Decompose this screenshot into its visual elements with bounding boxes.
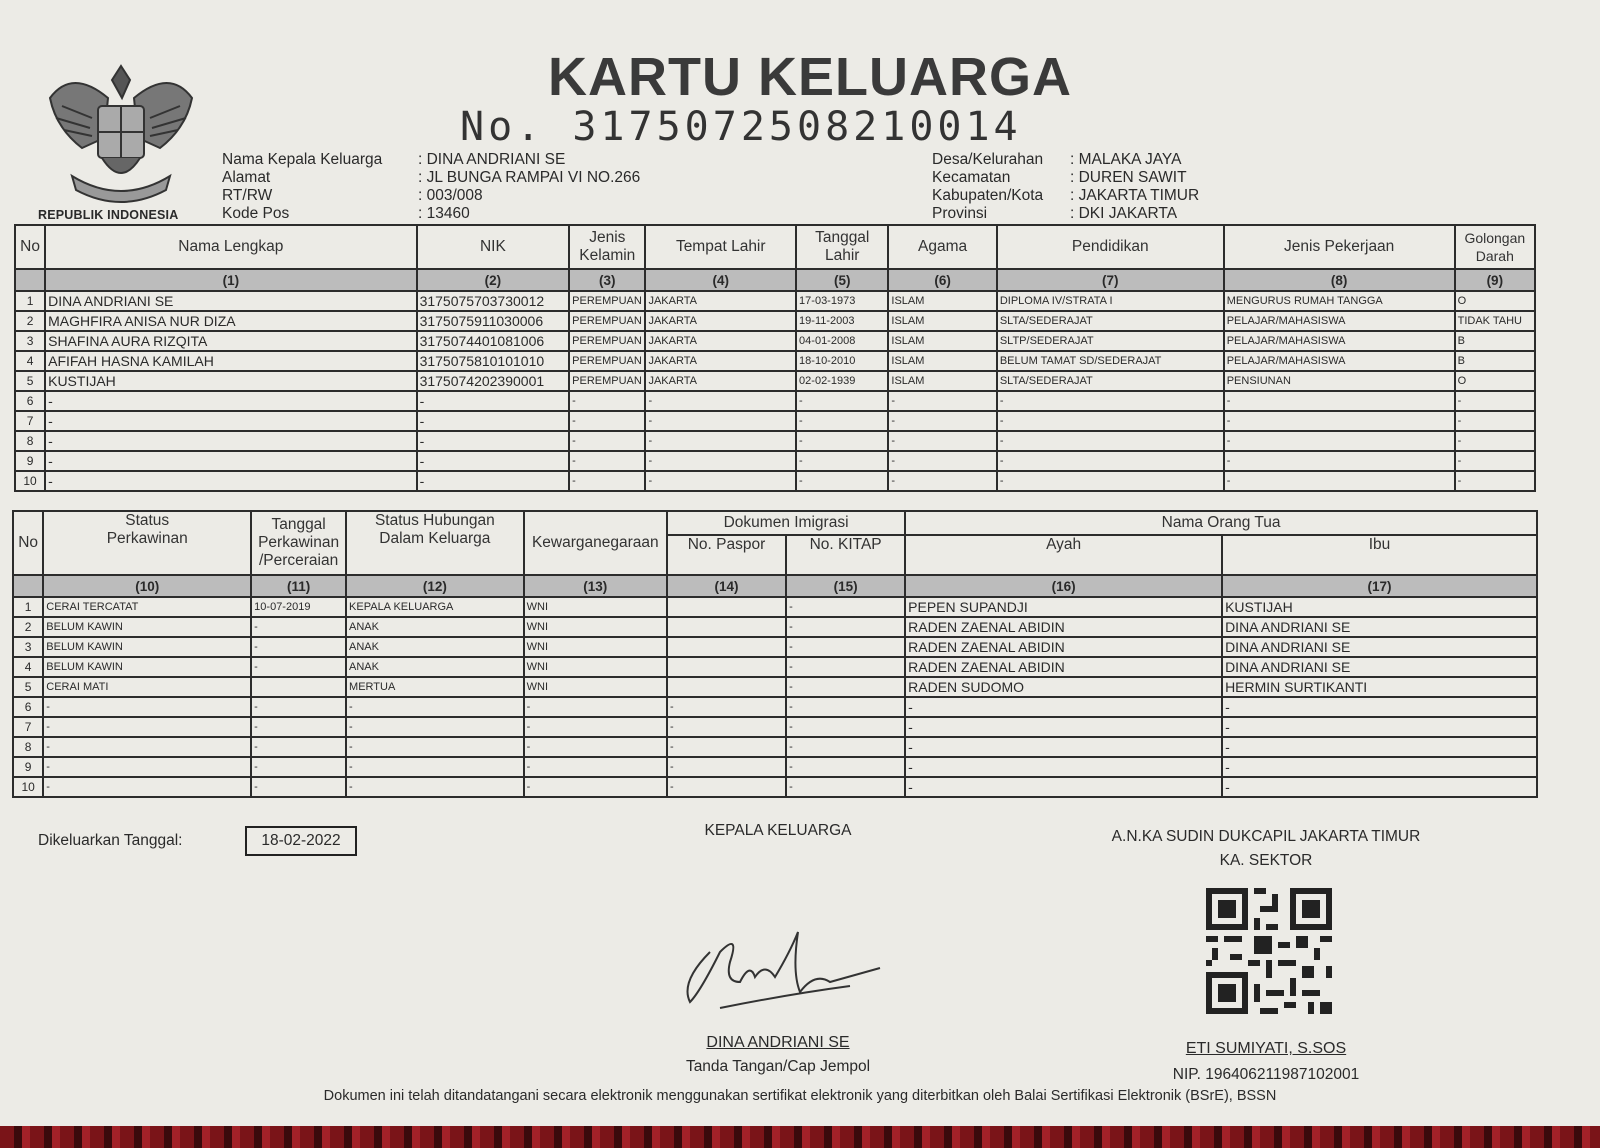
cell-ibu: - bbox=[1222, 697, 1537, 717]
background-fabric bbox=[0, 1126, 1600, 1148]
member-row bbox=[15, 371, 1535, 391]
cell-tgl: - bbox=[251, 757, 346, 777]
cell-pendidikan: - bbox=[997, 451, 1224, 471]
cell-ayah: - bbox=[905, 737, 1222, 757]
official-nip: NIP. 196406211987102001 bbox=[1172, 1066, 1360, 1083]
cell-tempat: JAKARTA bbox=[645, 371, 796, 391]
cell-no: 10 bbox=[15, 471, 45, 491]
cell-nik: 3175075810101010 bbox=[417, 351, 570, 371]
qr-code-icon bbox=[1206, 888, 1332, 1014]
cell-warga: WNI bbox=[524, 637, 667, 657]
cell-no: 9 bbox=[15, 451, 45, 471]
info-row-city: Kabupaten/Kota : JAKARTA TIMUR bbox=[932, 187, 1200, 204]
col-no: No bbox=[15, 225, 45, 269]
cell-no: 8 bbox=[13, 737, 43, 757]
cell-no: 10 bbox=[13, 777, 43, 797]
cell-no: 4 bbox=[15, 351, 45, 371]
cell-hub: MERTUA bbox=[346, 677, 524, 697]
cell-status: - bbox=[43, 757, 251, 777]
cell-nama: - bbox=[45, 411, 416, 431]
cell-status: BELUM KAWIN bbox=[43, 617, 251, 637]
cell-paspor bbox=[667, 677, 786, 697]
cell-agama: ISLAM bbox=[888, 331, 996, 351]
cell-tgl: 02-02-1939 bbox=[796, 371, 888, 391]
cell-status: - bbox=[43, 717, 251, 737]
cell-no: 8 bbox=[15, 431, 45, 451]
cell-kitap: - bbox=[786, 597, 905, 617]
cell-tgl bbox=[251, 677, 346, 697]
cell-ibu: - bbox=[1222, 737, 1537, 757]
cell-tgl: - bbox=[796, 411, 888, 431]
info-row-address: Alamat : JL BUNGA RAMPAI VI NO.266 bbox=[222, 169, 641, 186]
signature-icon bbox=[680, 922, 890, 1022]
cell-kitap: - bbox=[786, 777, 905, 797]
cell-tgl: - bbox=[251, 737, 346, 757]
cell-hub: ANAK bbox=[346, 657, 524, 677]
cell-hub: ANAK bbox=[346, 617, 524, 637]
cell-tempat: - bbox=[645, 391, 796, 411]
info-row-province: Provinsi : DKI JAKARTA bbox=[932, 205, 1178, 222]
members-body bbox=[15, 291, 1535, 491]
cell-jk: - bbox=[569, 431, 645, 451]
document-title: KARTU KELUARGA bbox=[548, 47, 1072, 107]
info-row-head: Nama Kepala Keluarga : DINA ANDRIANI SE bbox=[222, 151, 566, 168]
cell-ibu: DINA ANDRIANI SE bbox=[1222, 637, 1537, 657]
members-header-row bbox=[15, 225, 1535, 269]
status-row bbox=[13, 697, 1537, 717]
cell-jk: - bbox=[569, 411, 645, 431]
official-name: ETI SUMIYATI, S.SOS bbox=[1185, 1040, 1347, 1057]
col-kewarganegaraan: Kewarganegaraan bbox=[524, 511, 667, 575]
cell-ibu: HERMIN SURTIKANTI bbox=[1222, 677, 1537, 697]
cell-pendidikan: - bbox=[997, 431, 1224, 451]
cell-nik: - bbox=[417, 471, 570, 491]
cell-gol: B bbox=[1455, 351, 1535, 371]
members-table bbox=[14, 224, 1536, 492]
cell-tgl: 10-07-2019 bbox=[251, 597, 346, 617]
household-info-right bbox=[932, 151, 1199, 223]
cell-ayah: RADEN ZAENAL ABIDIN bbox=[905, 637, 1222, 657]
cell-jk: PEREMPUAN bbox=[569, 371, 645, 391]
cell-jk: PEREMPUAN bbox=[569, 311, 645, 331]
col-pekerjaan: Jenis Pekerjaan bbox=[1224, 225, 1455, 269]
issued-label: Dikeluarkan Tanggal: bbox=[38, 832, 183, 849]
cell-no: 6 bbox=[15, 391, 45, 411]
cell-ibu: KUSTIJAH bbox=[1222, 597, 1537, 617]
cell-tgl: 19-11-2003 bbox=[796, 311, 888, 331]
cell-tempat: - bbox=[645, 451, 796, 471]
cell-pekerjaan: PENSIUNAN bbox=[1224, 371, 1455, 391]
col-ayah: Ayah bbox=[905, 535, 1222, 575]
member-row bbox=[15, 391, 1535, 411]
status-row bbox=[13, 777, 1537, 797]
col-nik: NIK bbox=[417, 225, 570, 269]
cell-nik: - bbox=[417, 451, 570, 471]
col-nama: Nama Lengkap bbox=[45, 225, 416, 269]
cell-kitap: - bbox=[786, 757, 905, 777]
cell-gol: O bbox=[1455, 371, 1535, 391]
footer-note: Dokumen ini telah ditandatangani secara elektronik menggunakan sertifikat elektronik yang diterbitkan oleh Balai Sertifikasi Elektronik (BSrE), BSSN bbox=[323, 1088, 1277, 1104]
cell-gol: - bbox=[1455, 471, 1535, 491]
member-row bbox=[15, 471, 1535, 491]
cell-pekerjaan: MENGURUS RUMAH TANGGA bbox=[1224, 291, 1455, 311]
col-status-perkawinan: Status Perkawinan bbox=[43, 511, 251, 575]
cell-tempat: JAKARTA bbox=[645, 291, 796, 311]
cell-gol: - bbox=[1455, 391, 1535, 411]
cell-agama: - bbox=[888, 411, 996, 431]
cell-hub: - bbox=[346, 717, 524, 737]
members-number-row: (1) (2) (3) (4) (5) (6) (7) (8) (9) bbox=[15, 269, 1535, 291]
cell-paspor: - bbox=[667, 737, 786, 757]
cell-pendidikan: BELUM TAMAT SD/SEDERAJAT bbox=[997, 351, 1224, 371]
cell-gol: - bbox=[1455, 431, 1535, 451]
cell-nama: - bbox=[45, 391, 416, 411]
cell-tgl: - bbox=[251, 697, 346, 717]
cell-tgl: - bbox=[796, 451, 888, 471]
cell-kitap: - bbox=[786, 737, 905, 757]
cell-tgl: - bbox=[796, 471, 888, 491]
cell-tgl: - bbox=[251, 617, 346, 637]
col-kitap: No. KITAP bbox=[786, 535, 905, 575]
cell-nama: - bbox=[45, 451, 416, 471]
cell-warga: - bbox=[524, 777, 667, 797]
col-ibu: Ibu bbox=[1222, 535, 1537, 575]
cell-jk: - bbox=[569, 471, 645, 491]
cell-tempat: - bbox=[645, 411, 796, 431]
cell-kitap: - bbox=[786, 717, 905, 737]
cell-paspor bbox=[667, 637, 786, 657]
cell-no: 1 bbox=[15, 291, 45, 311]
cell-pekerjaan: - bbox=[1224, 451, 1455, 471]
cell-kitap: - bbox=[786, 677, 905, 697]
cell-pekerjaan: - bbox=[1224, 431, 1455, 451]
cell-status: - bbox=[43, 737, 251, 757]
status-row bbox=[13, 717, 1537, 737]
cell-nama: - bbox=[45, 431, 416, 451]
cell-agama: - bbox=[888, 391, 996, 411]
status-row bbox=[13, 677, 1537, 697]
cell-status: BELUM KAWIN bbox=[43, 637, 251, 657]
cell-pendidikan: SLTA/SEDERAJAT bbox=[997, 311, 1224, 331]
status-row bbox=[13, 597, 1537, 617]
col-tanggal-perkawinan: Tanggal Perkawinan /Perceraian bbox=[251, 511, 346, 575]
cell-agama: ISLAM bbox=[888, 311, 996, 331]
cell-tempat: JAKARTA bbox=[645, 331, 796, 351]
cell-pekerjaan: - bbox=[1224, 391, 1455, 411]
info-row-rtrw: RT/RW : 003/008 bbox=[222, 187, 483, 204]
cell-gol: B bbox=[1455, 331, 1535, 351]
cell-jk: - bbox=[569, 391, 645, 411]
cell-status: CERAI TERCATAT bbox=[43, 597, 251, 617]
cell-jk: PEREMPUAN bbox=[569, 331, 645, 351]
status-header-row-1 bbox=[13, 511, 1537, 535]
cell-status: CERAI MATI bbox=[43, 677, 251, 697]
cell-hub: - bbox=[346, 697, 524, 717]
cell-nama: MAGHFIRA ANISA NUR DIZA bbox=[45, 311, 416, 331]
cell-no: 3 bbox=[15, 331, 45, 351]
cell-ayah: - bbox=[905, 777, 1222, 797]
cell-nik: - bbox=[417, 391, 570, 411]
cell-tgl: - bbox=[796, 391, 888, 411]
cell-nik: 3175074202390001 bbox=[417, 371, 570, 391]
cell-tempat: JAKARTA bbox=[645, 351, 796, 371]
info-row-postcode: Kode Pos : 13460 bbox=[222, 205, 470, 222]
cell-kitap: - bbox=[786, 697, 905, 717]
info-row-village: Desa/Kelurahan : MALAKA JAYA bbox=[932, 151, 1182, 168]
member-row bbox=[15, 431, 1535, 451]
cell-tgl: 18-10-2010 bbox=[796, 351, 888, 371]
cell-warga: WNI bbox=[524, 657, 667, 677]
cell-status: BELUM KAWIN bbox=[43, 657, 251, 677]
cell-pendidikan: SLTA/SEDERAJAT bbox=[997, 371, 1224, 391]
cell-ayah: RADEN SUDOMO bbox=[905, 677, 1222, 697]
cell-agama: - bbox=[888, 451, 996, 471]
head-sign-title: KEPALA KELUARGA bbox=[704, 822, 852, 839]
cell-gol: TIDAK TAHU bbox=[1455, 311, 1535, 331]
cell-kitap: - bbox=[786, 657, 905, 677]
issued-date: 18-02-2022 bbox=[245, 826, 357, 856]
family-card-number: No. 3175072508210014 bbox=[460, 104, 1022, 150]
cell-pendidikan: - bbox=[997, 471, 1224, 491]
cell-no: 4 bbox=[13, 657, 43, 677]
status-row bbox=[13, 617, 1537, 637]
cell-paspor: - bbox=[667, 777, 786, 797]
cell-warga: - bbox=[524, 737, 667, 757]
cell-pekerjaan: PELAJAR/MAHASISWA bbox=[1224, 311, 1455, 331]
cell-warga: - bbox=[524, 697, 667, 717]
cell-nik: - bbox=[417, 411, 570, 431]
cell-nik: 3175074401081006 bbox=[417, 331, 570, 351]
cell-pekerjaan: PELAJAR/MAHASISWA bbox=[1224, 351, 1455, 371]
cell-paspor bbox=[667, 657, 786, 677]
cell-no: 5 bbox=[13, 677, 43, 697]
cell-hub: KEPALA KELUARGA bbox=[346, 597, 524, 617]
member-row bbox=[15, 291, 1535, 311]
col-agama: Agama bbox=[888, 225, 996, 269]
cell-no: 9 bbox=[13, 757, 43, 777]
cell-tgl: - bbox=[251, 717, 346, 737]
cell-jk: PEREMPUAN bbox=[569, 351, 645, 371]
cell-agama: ISLAM bbox=[888, 291, 996, 311]
cell-no: 2 bbox=[13, 617, 43, 637]
cell-jk: - bbox=[569, 451, 645, 471]
cell-nama: - bbox=[45, 471, 416, 491]
status-number-row: (10) (11) (12) (13) (14) (15) (16) (17) bbox=[13, 575, 1537, 597]
cell-hub: ANAK bbox=[346, 637, 524, 657]
col-tanggal-lahir: Tanggal Lahir bbox=[796, 225, 888, 269]
cell-agama: ISLAM bbox=[888, 371, 996, 391]
official-line-2: KA. SEKTOR bbox=[1219, 852, 1313, 869]
cell-ayah: RADEN ZAENAL ABIDIN bbox=[905, 657, 1222, 677]
member-row bbox=[15, 311, 1535, 331]
col-golongan-darah: Golongan Darah bbox=[1455, 225, 1535, 269]
cell-status: - bbox=[43, 777, 251, 797]
cell-paspor: - bbox=[667, 757, 786, 777]
col-dokumen-imigrasi: Dokumen Imigrasi bbox=[667, 511, 905, 535]
status-row bbox=[13, 657, 1537, 677]
status-table bbox=[12, 510, 1538, 798]
cell-pekerjaan: - bbox=[1224, 471, 1455, 491]
cell-nama: KUSTIJAH bbox=[45, 371, 416, 391]
cell-hub: - bbox=[346, 777, 524, 797]
cell-no: 1 bbox=[13, 597, 43, 617]
cell-ibu: - bbox=[1222, 757, 1537, 777]
cell-paspor bbox=[667, 617, 786, 637]
member-row bbox=[15, 411, 1535, 431]
head-sign-name: DINA ANDRIANI SE bbox=[706, 1034, 850, 1051]
cell-gol: O bbox=[1455, 291, 1535, 311]
cell-nama: DINA ANDRIANI SE bbox=[45, 291, 416, 311]
cell-kitap: - bbox=[786, 617, 905, 637]
cell-warga: WNI bbox=[524, 597, 667, 617]
cell-status: - bbox=[43, 697, 251, 717]
cell-ayah: RADEN ZAENAL ABIDIN bbox=[905, 617, 1222, 637]
member-row bbox=[15, 331, 1535, 351]
cell-no: 2 bbox=[15, 311, 45, 331]
col-pendidikan: Pendidikan bbox=[997, 225, 1224, 269]
cell-pekerjaan: - bbox=[1224, 411, 1455, 431]
cell-pendidikan: - bbox=[997, 411, 1224, 431]
status-body bbox=[13, 597, 1537, 797]
cell-tgl: - bbox=[251, 777, 346, 797]
cell-ayah: - bbox=[905, 697, 1222, 717]
cell-tgl: 17-03-1973 bbox=[796, 291, 888, 311]
cell-pendidikan: DIPLOMA IV/STRATA I bbox=[997, 291, 1224, 311]
cell-pekerjaan: PELAJAR/MAHASISWA bbox=[1224, 331, 1455, 351]
col2-no: No bbox=[13, 511, 43, 575]
status-row bbox=[13, 757, 1537, 777]
official-line-1: A.N.KA SUDIN DUKCAPIL JAKARTA TIMUR bbox=[1111, 828, 1421, 845]
cell-gol: - bbox=[1455, 411, 1535, 431]
cell-agama: - bbox=[888, 471, 996, 491]
cell-tempat: - bbox=[645, 431, 796, 451]
cell-nama: SHAFINA AURA RIZQITA bbox=[45, 331, 416, 351]
cell-kitap: - bbox=[786, 637, 905, 657]
cell-paspor bbox=[667, 597, 786, 617]
cell-tgl: - bbox=[251, 637, 346, 657]
cell-paspor: - bbox=[667, 717, 786, 737]
cell-warga: WNI bbox=[524, 677, 667, 697]
head-sign-caption: Tanda Tangan/Cap Jempol bbox=[685, 1058, 871, 1075]
cell-gol: - bbox=[1455, 451, 1535, 471]
emblem-caption: REPUBLIK INDONESIA bbox=[38, 208, 179, 222]
cell-pendidikan: - bbox=[997, 391, 1224, 411]
col-paspor: No. Paspor bbox=[667, 535, 786, 575]
col-status-hubungan: Status Hubungan Dalam Keluarga bbox=[346, 511, 524, 575]
cell-nik: 3175075703730012 bbox=[417, 291, 570, 311]
cell-nik: 3175075911030006 bbox=[417, 311, 570, 331]
cell-jk: PEREMPUAN bbox=[569, 291, 645, 311]
cell-ibu: DINA ANDRIANI SE bbox=[1222, 617, 1537, 637]
cell-ayah: - bbox=[905, 717, 1222, 737]
cell-tgl: - bbox=[251, 657, 346, 677]
cell-paspor: - bbox=[667, 697, 786, 717]
cell-ayah: - bbox=[905, 757, 1222, 777]
cell-warga: - bbox=[524, 717, 667, 737]
cell-no: 6 bbox=[13, 697, 43, 717]
cell-tempat: JAKARTA bbox=[645, 311, 796, 331]
cell-warga: - bbox=[524, 757, 667, 777]
col-nama-orang-tua: Nama Orang Tua bbox=[905, 511, 1537, 535]
cell-tgl: - bbox=[796, 431, 888, 451]
cell-ibu: - bbox=[1222, 777, 1537, 797]
cell-hub: - bbox=[346, 737, 524, 757]
cell-warga: WNI bbox=[524, 617, 667, 637]
member-row bbox=[15, 451, 1535, 471]
col-tempat-lahir: Tempat Lahir bbox=[645, 225, 796, 269]
cell-no: 3 bbox=[13, 637, 43, 657]
cell-ayah: PEPEN SUPANDJI bbox=[905, 597, 1222, 617]
member-row bbox=[15, 351, 1535, 371]
cell-tgl: 04-01-2008 bbox=[796, 331, 888, 351]
cell-no: 5 bbox=[15, 371, 45, 391]
cell-agama: - bbox=[888, 431, 996, 451]
cell-ibu: DINA ANDRIANI SE bbox=[1222, 657, 1537, 677]
cell-pendidikan: SLTP/SEDERAJAT bbox=[997, 331, 1224, 351]
cell-nama: AFIFAH HASNA KAMILAH bbox=[45, 351, 416, 371]
household-info-left bbox=[222, 151, 640, 223]
cell-no: 7 bbox=[15, 411, 45, 431]
status-row bbox=[13, 637, 1537, 657]
info-row-district: Kecamatan : DUREN SAWIT bbox=[932, 169, 1187, 186]
cell-ibu: - bbox=[1222, 717, 1537, 737]
cell-tempat: - bbox=[645, 471, 796, 491]
cell-hub: - bbox=[346, 757, 524, 777]
status-row bbox=[13, 737, 1537, 757]
cell-agama: ISLAM bbox=[888, 351, 996, 371]
cell-nik: - bbox=[417, 431, 570, 451]
cell-no: 7 bbox=[13, 717, 43, 737]
col-jenis-kelamin: Jenis Kelamin bbox=[569, 225, 645, 269]
